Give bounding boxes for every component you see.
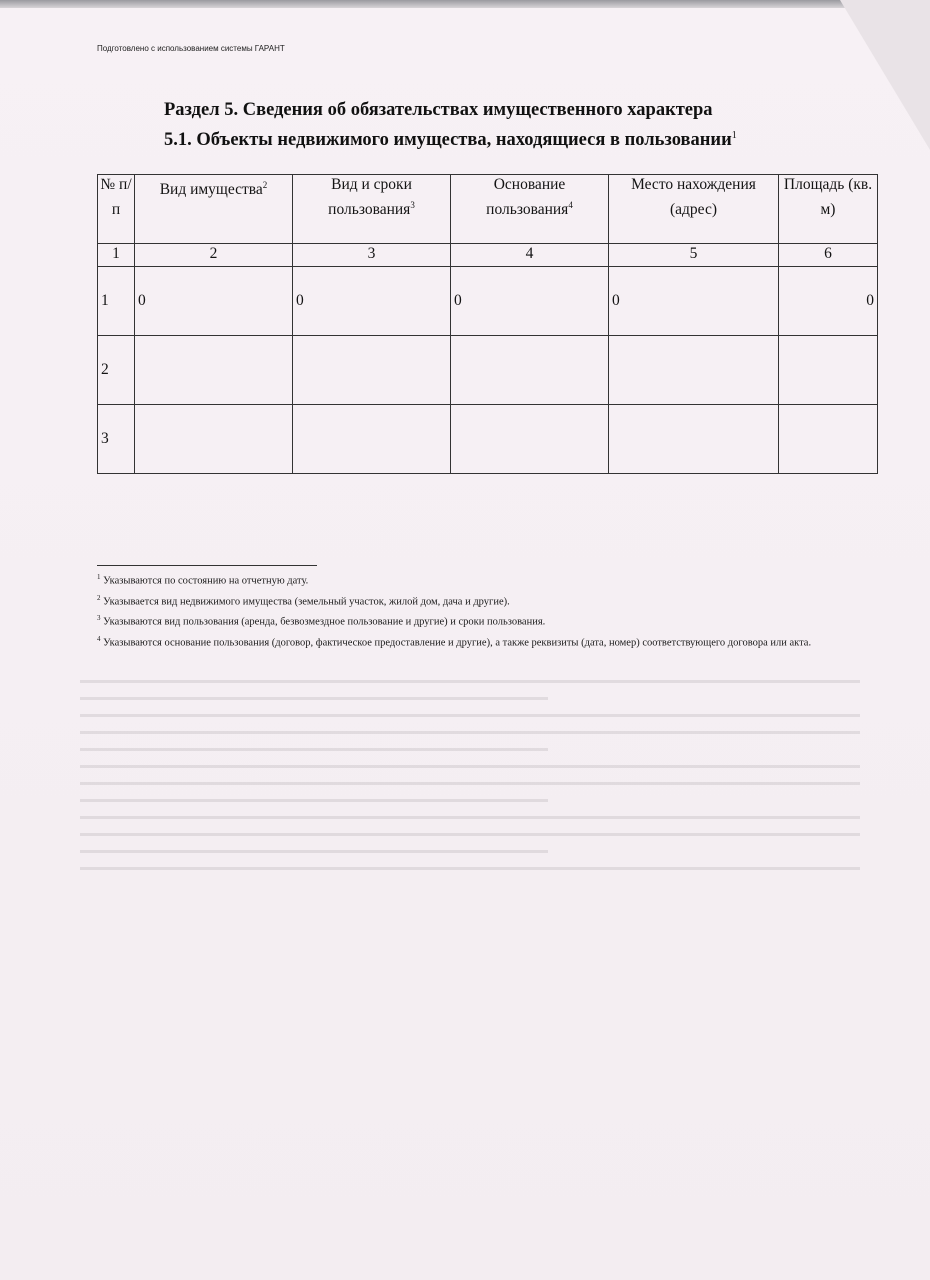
table-cell: 2: [98, 336, 135, 405]
table-header-row: [98, 175, 878, 244]
header-cell: Площадь (кв. м): [779, 175, 878, 244]
section-title-line1: Раздел 5. Сведения об обязательствах имущественного характера: [164, 100, 713, 120]
header-cell: Вид и сроки пользования$^3$: [293, 175, 451, 244]
footnote: $^1$ Указываются по состоянию на отчетную дату.: [97, 573, 309, 587]
header-note: Подготовлено с использованием системы ГАРАНТ: [97, 44, 285, 53]
footnote: $^2$ Указывается вид недвижимого имущества (земельный участок, жилой дом, дача и другие).: [97, 593, 510, 607]
table-cell: 0: [293, 267, 451, 336]
property-table: [97, 174, 878, 474]
column-number: 6: [779, 244, 878, 267]
bleed-through-text: [80, 680, 860, 884]
scan-edge: [0, 0, 930, 8]
column-number: 4: [451, 244, 609, 267]
footnote-divider: [97, 565, 317, 566]
table-row: [98, 267, 878, 336]
table-cell: 0: [451, 267, 609, 336]
table-cell: [609, 405, 779, 474]
table-cell: [779, 336, 878, 405]
footnote: $^3$ Указываются вид пользования (аренда, безвозмездное пользование и другие) и сроки пользования.: [97, 614, 546, 628]
header-cell: № п/п: [98, 175, 135, 244]
table-cell: [779, 405, 878, 474]
table-cell: [135, 405, 293, 474]
table-cell: 0: [135, 267, 293, 336]
table-cell: 0: [609, 267, 779, 336]
table-cell: [135, 336, 293, 405]
table-row: [98, 405, 878, 474]
column-number: 5: [609, 244, 779, 267]
header-cell: Место нахождения (адрес): [609, 175, 779, 244]
header-cell: Вид имущества$^2$: [135, 175, 293, 244]
table-cell: [293, 336, 451, 405]
footnotes: [97, 569, 877, 651]
footnote-ref: 1: [731, 130, 737, 141]
table-cell: [451, 336, 609, 405]
section-title: [164, 98, 864, 153]
header-cell: Основание пользования$^4$: [451, 175, 609, 244]
table-cell: [293, 405, 451, 474]
footnote: $^4$ Указываются основание пользования (договор, фактическое предоставление и другие), а также реквизиты (дата, номер) соответствующего договора или акта.: [97, 634, 812, 648]
table-cell: [451, 405, 609, 474]
table-cell: 3: [98, 405, 135, 474]
column-number: 3: [293, 244, 451, 267]
table-cell: [609, 336, 779, 405]
table-row: [98, 336, 878, 405]
table-cell: 1: [98, 267, 135, 336]
table-cell: 0: [779, 267, 878, 336]
column-number: 2: [135, 244, 293, 267]
column-number: 1: [98, 244, 135, 267]
section-title-line2: 5.1. Объекты недвижимого имущества, находящиеся в пользовании$^1$: [164, 130, 737, 151]
column-number-row: [98, 244, 878, 267]
